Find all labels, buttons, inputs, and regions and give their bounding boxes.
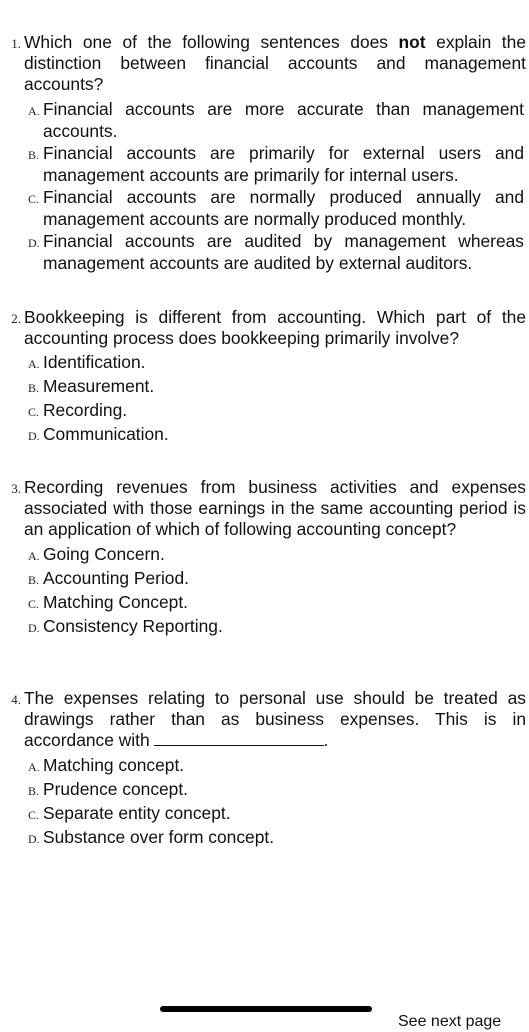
option-text: Financial accounts are normally produced annually and management accounts are normally produced monthly. [43, 186, 524, 229]
option-a [28, 351, 524, 375]
option-text: Communication. [43, 424, 169, 445]
option-a [28, 98, 524, 142]
option-letter: B. [28, 783, 40, 798]
see-next-page-label: See next page [398, 1013, 502, 1030]
option-letter: A. [28, 548, 40, 563]
option-text: Matching concept. [43, 754, 185, 775]
question-number: 4. [11, 692, 21, 707]
question-number: 2. [11, 311, 21, 326]
option-text: Financial accounts are more accurate than management accounts. [43, 98, 524, 141]
option-letter: C. [28, 405, 40, 420]
option-a [28, 754, 524, 778]
options-list [28, 351, 529, 447]
option-c [28, 802, 524, 826]
options-list [28, 98, 529, 274]
option-letter: D. [28, 429, 40, 444]
question-text: Bookkeeping is different from accounting. Which part of the accounting process does bookkeeping primarily involve? [24, 307, 526, 349]
option-b [28, 567, 524, 591]
options-list [28, 754, 529, 850]
option-d [28, 826, 524, 850]
option-a [28, 543, 524, 567]
home-indicator-bar[interactable] [160, 1006, 372, 1012]
option-b [28, 778, 524, 802]
option-text: Substance over form concept. [43, 826, 275, 847]
option-letter: C. [28, 596, 40, 611]
question-text: Recording revenues from business activities and expenses associated with those earnings in the same accounting period is an application of which of following accounting concept? [24, 477, 526, 540]
option-letter: D. [28, 831, 40, 846]
option-letter: C. [28, 191, 40, 206]
option-text: Consistency Reporting. [43, 615, 223, 636]
option-d [28, 230, 524, 274]
option-c [28, 399, 524, 423]
question-4 [0, 688, 529, 850]
emphasis-not: not [398, 32, 426, 52]
option-letter: B. [28, 381, 40, 396]
option-text: Identification. [43, 352, 146, 373]
option-letter: A. [28, 357, 40, 372]
question-3 [0, 477, 529, 639]
option-text: Financial accounts are audited by management whereas management accounts are audited by external auditors. [43, 230, 524, 273]
option-b [28, 142, 524, 186]
option-letter: C. [28, 807, 40, 822]
option-letter: B. [28, 147, 40, 162]
question-number: 1. [11, 36, 21, 51]
option-d [28, 615, 524, 639]
option-b [28, 375, 524, 399]
option-letter: B. [28, 572, 40, 587]
option-text: Separate entity concept. [43, 802, 231, 823]
option-d [28, 423, 524, 447]
option-text: Going Concern. [43, 543, 165, 564]
question-2 [0, 307, 529, 447]
option-letter: D. [28, 620, 40, 635]
option-c [28, 591, 524, 615]
option-text: Matching Concept. [43, 591, 189, 612]
question-text: The expenses relating to personal use should be treated as drawings rather than as business expenses. This is in accordance with . [24, 688, 526, 751]
options-list [28, 543, 529, 639]
option-letter: D. [28, 235, 40, 250]
fill-in-blank [154, 731, 324, 746]
option-text: Recording. [43, 400, 128, 421]
option-letter: A. [28, 759, 40, 774]
option-text: Measurement. [43, 376, 155, 397]
question-1 [0, 32, 529, 274]
option-letter: A. [28, 103, 40, 118]
question-text: Which one of the following sentences does not explain the distinction between financial accounts and management accounts? [24, 32, 526, 95]
option-text: Financial accounts are primarily for external users and management accounts are primarily for internal users. [43, 142, 524, 185]
question-number: 3. [11, 481, 21, 496]
option-text: Prudence concept. [43, 778, 189, 799]
option-c [28, 186, 524, 230]
option-text: Accounting Period. [43, 567, 189, 588]
